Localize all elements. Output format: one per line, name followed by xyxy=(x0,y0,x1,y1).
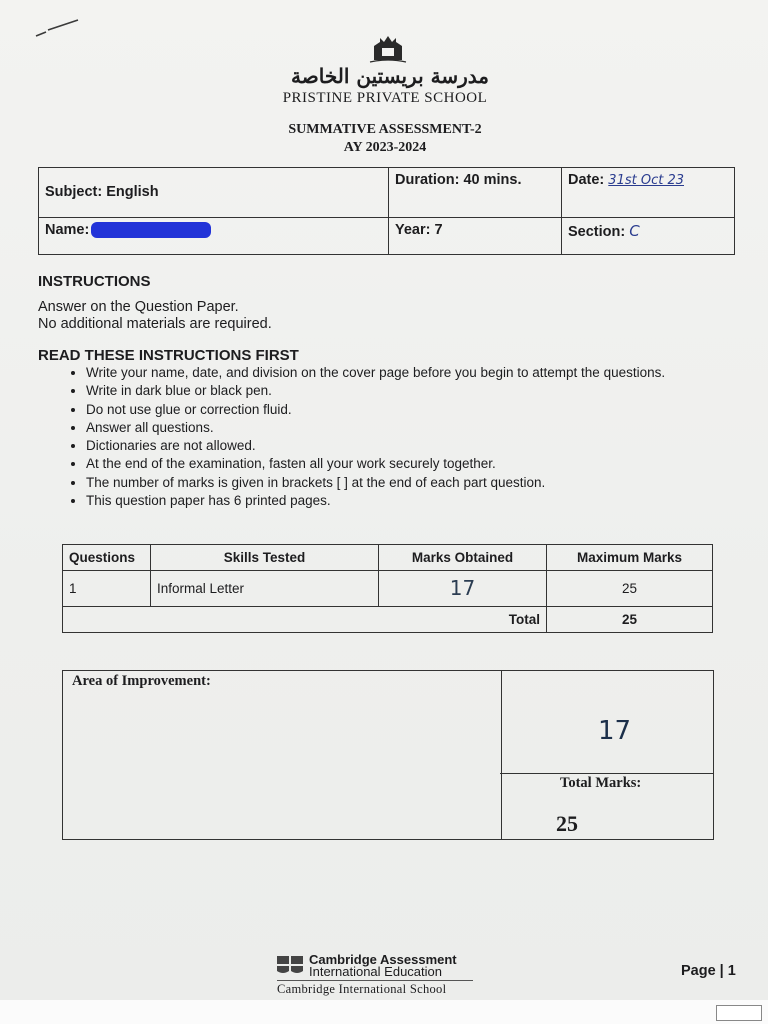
year: Year: 7 xyxy=(395,222,443,239)
date-label: Date: xyxy=(568,172,605,188)
total-label: Total xyxy=(63,607,547,633)
bottom-strip xyxy=(0,1000,768,1024)
date-handwritten: 31st Oct 23 xyxy=(608,173,684,188)
area-of-improvement-box xyxy=(62,670,502,840)
cambridge-crest-icon xyxy=(276,955,304,975)
section-cell xyxy=(562,218,735,255)
cell-marks-obtained: 17 xyxy=(379,570,547,607)
cambridge-line-3: Cambridge International School xyxy=(277,982,447,996)
school-name-arabic: مدرسة بريستين الخاصة xyxy=(291,64,489,88)
header-skills: Skills Tested xyxy=(151,545,379,571)
score-box xyxy=(500,670,714,840)
redacted-name xyxy=(91,222,211,238)
list-item: • Do not use glue or correction fluid. xyxy=(86,401,766,419)
cambridge-line-1: Cambridge Assessment xyxy=(309,952,457,967)
duration: Duration: 40 mins. xyxy=(395,172,522,188)
cell-question: 1 xyxy=(63,570,151,607)
area-of-improvement-label: Area of Improvement: xyxy=(72,673,211,689)
school-crest-icon xyxy=(366,34,410,64)
info-table xyxy=(38,167,735,255)
assessment-title: SUMMATIVE ASSESSMENT-2 xyxy=(288,122,482,137)
cell-skill: Informal Letter xyxy=(151,570,379,607)
name-label: Name: xyxy=(45,222,90,239)
subject-cell xyxy=(39,168,389,218)
list-item: • Answer all questions. xyxy=(86,419,766,437)
pen-mark-icon xyxy=(34,18,80,40)
rules-list xyxy=(62,364,766,510)
date-cell xyxy=(562,168,735,218)
list-item: • At the end of the examination, fasten all your work securely together. xyxy=(86,455,766,473)
section-handwritten: C xyxy=(629,222,640,241)
section-label: Section: xyxy=(568,224,626,241)
footer-divider xyxy=(277,980,473,981)
duration-cell xyxy=(389,168,562,218)
school-name: PRISTINE PRIVATE SCHOOL xyxy=(282,90,488,106)
cambridge-line-2: International Education xyxy=(309,964,442,979)
table-header-row xyxy=(63,545,713,571)
academic-year: AY 2023-2024 xyxy=(343,140,427,155)
table-total-row xyxy=(63,607,713,633)
total-marks-label: Total Marks: xyxy=(560,775,642,791)
header-maximum-marks: Maximum Marks xyxy=(547,545,713,571)
list-item: • Dictionaries are not allowed. xyxy=(86,437,766,455)
subject: Subject: English xyxy=(45,184,159,200)
header-questions: Questions xyxy=(63,545,151,571)
list-item: • The number of marks is given in brackets [ ] at the end of each part question. xyxy=(86,474,766,492)
score-handwritten: 17 xyxy=(598,716,632,746)
header-marks-obtained: Marks Obtained xyxy=(379,545,547,571)
marks-table xyxy=(62,544,713,633)
list-item: • Write your name, date, and division on the cover page before you begin to attempt the questions. xyxy=(86,364,766,382)
instructions-heading: INSTRUCTIONS xyxy=(38,273,151,290)
instruction-line-2: No additional materials are required. xyxy=(38,316,272,332)
scanner-watermark-icon xyxy=(716,1005,762,1021)
page-number: Page | 1 xyxy=(681,963,736,979)
read-instructions-heading: READ THESE INSTRUCTIONS FIRST xyxy=(38,347,299,364)
list-item: • This question paper has 6 printed pages. xyxy=(86,492,766,510)
name-cell xyxy=(39,218,389,255)
total-value: 25 xyxy=(547,607,713,633)
total-marks-value: 25 xyxy=(556,811,578,836)
year-cell xyxy=(389,218,562,255)
cell-maximum-marks: 25 xyxy=(547,570,713,607)
list-item: • Write in dark blue or black pen. xyxy=(86,382,766,400)
score-divider xyxy=(500,773,714,774)
instruction-line-1: Answer on the Question Paper. xyxy=(38,299,239,315)
table-row xyxy=(63,570,713,607)
